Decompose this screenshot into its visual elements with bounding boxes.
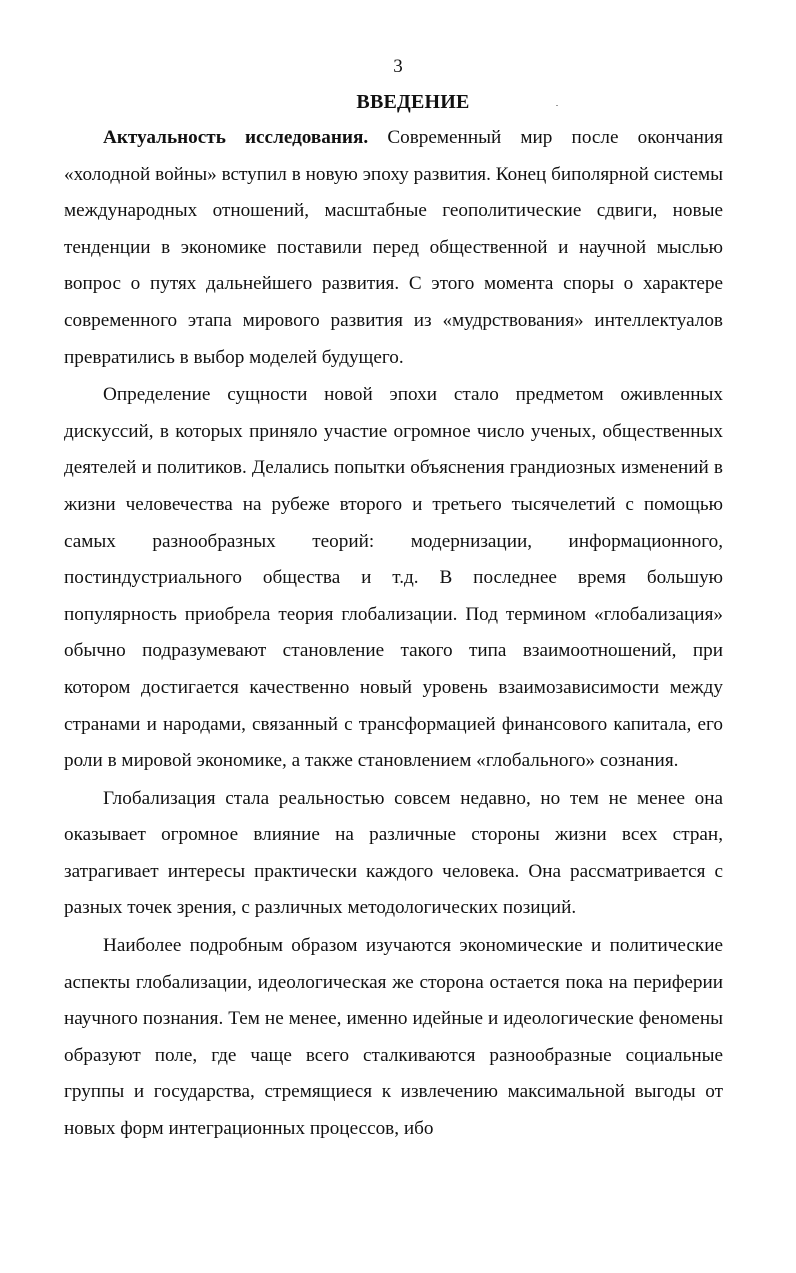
document-body: [64, 120, 723, 1148]
paragraph-lead: Актуальность исследования.: [103, 127, 369, 148]
paragraph-ideological-aspects: Наиболее подробным образом изучаются экономические и политические аспекты глобализации, идеологическая же сторона остается пока на периферии научного познания. Тем не менее, именно идейные и идеологические феномены образуют поле, где чаще всего сталкиваются разнообразные социальные группы и государства, стремящиеся к извлечению максимальной выгоды от новых форм интеграционных процессов, ибо: [64, 935, 723, 1140]
paragraph-text: Современный мир после окончания «холодной войны» вступил в новую эпоху развития. Конец биполярной системы международных отношений, масштабные геополитические сдвиги, новые тенденции в экономике поставили перед общественной и научной мыслью вопрос о путях дальнейшего развития. С этого момента споры о характере современного этапа мирового развития из «мудрствования» интеллектуалов превратились в выбор моделей будущего.: [64, 127, 723, 368]
paragraph-globalization-reality: Глобализация стала реальностью совсем недавно, но тем не менее она оказывает огромное влияние на различные стороны жизни всех стран, затрагивает интересы практически каждого человека. Она рассматривается с разных точек зрения, с различных методологических позиций.: [64, 787, 723, 919]
paragraph-new-epoch: Определение сущности новой эпохи стало предметом оживленных дискуссий, в которых приняло участие огромное число ученых, общественных деятелей и политиков. Делались попытки объяснения грандиозных изменений в жизни человечества на рубеже второго и третьего тысячелетий с помощью самых разнообразных теорий: модернизации, информационного, постиндустриального общества и т.д. В последнее время большую популярность приобрела теория глобализации. Под термином «глобализация» обычно подразумевают становление такого типа взаимоотношений, при котором достигается качественно новый уровень взаимозависимости между странами и народами, связанный с трансформацией финансового капитала, его роли в мировой экономике, а также становлением «глобального» сознания.: [64, 384, 723, 772]
paragraph-relevance: [64, 120, 723, 376]
page-number: 3: [393, 56, 403, 77]
section-heading: ВВЕДЕНИЕ: [356, 91, 470, 113]
